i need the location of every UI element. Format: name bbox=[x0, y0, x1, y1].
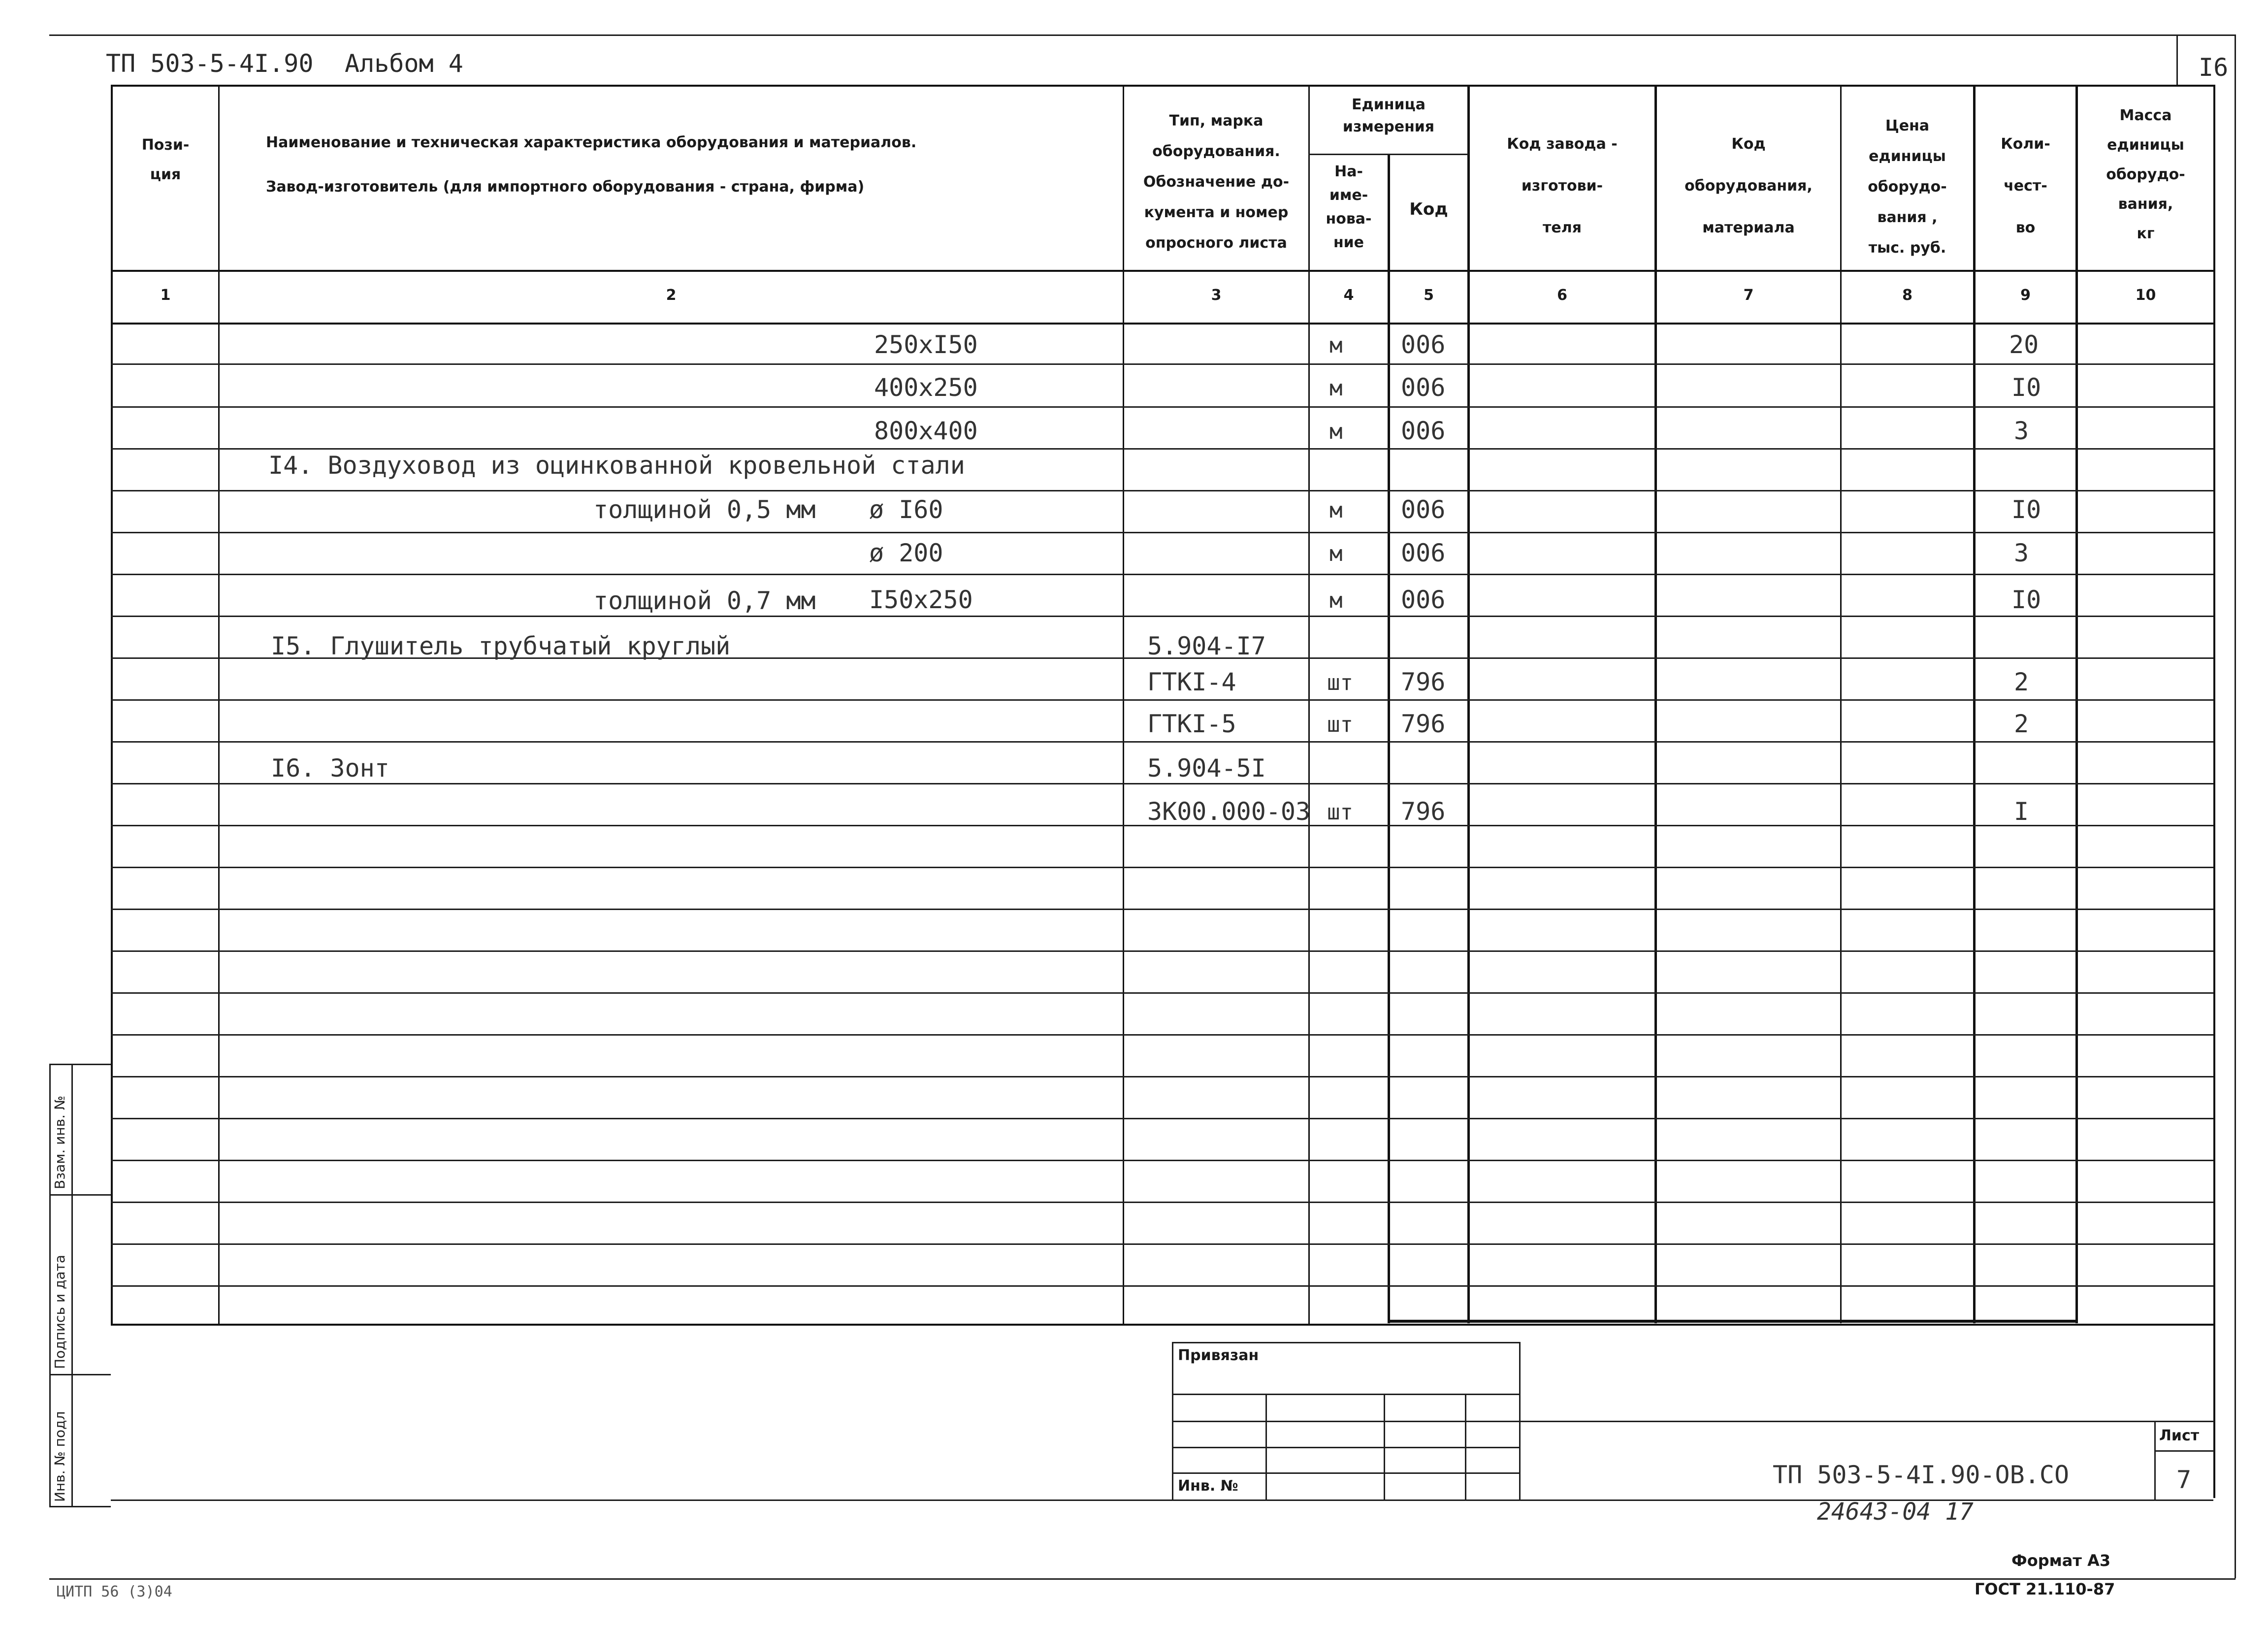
row-code: 006 bbox=[1401, 330, 1446, 359]
col9-header: Коли- чест- во bbox=[2001, 135, 2050, 236]
side-stamp-sign-date: Подпись и дата bbox=[52, 1255, 68, 1369]
col5-header: Код bbox=[1409, 199, 1448, 219]
col-number: 2 bbox=[666, 287, 677, 304]
stamp-box-col bbox=[1465, 1394, 1466, 1499]
row-code: 006 bbox=[1401, 586, 1446, 614]
row-line bbox=[111, 1034, 2213, 1036]
row-unit: шт bbox=[1327, 670, 1353, 695]
row-name: I4. Воздуховод из оцинкованной кровельной стали bbox=[268, 451, 965, 480]
row-unit: м bbox=[1329, 333, 1343, 358]
row-name: I6. Зонт bbox=[271, 754, 389, 782]
row-name: 400х250 bbox=[874, 373, 978, 402]
row-qty: 2 bbox=[2014, 710, 2029, 738]
row-qty: 3 bbox=[2014, 417, 2029, 445]
row-type: ГТКI-5 bbox=[1147, 710, 1236, 738]
row-type: 5.904-I7 bbox=[1147, 632, 1266, 660]
row-type: ГТКI-4 bbox=[1147, 668, 1236, 696]
row-name: толщиной 0,5 мм bbox=[593, 495, 816, 524]
row-line bbox=[111, 1202, 2213, 1203]
sheet-label: Лист bbox=[2159, 1427, 2200, 1444]
row-code: 006 bbox=[1401, 373, 1446, 402]
row-name: 800х400 bbox=[874, 417, 978, 445]
table-top-line bbox=[111, 85, 2213, 87]
sheet-number: 7 bbox=[2176, 1466, 2192, 1494]
row-line bbox=[111, 783, 2213, 784]
page-number: I6 bbox=[2199, 53, 2229, 82]
side-stamp-line bbox=[49, 1194, 111, 1196]
side-stamp-inner-line bbox=[71, 1064, 73, 1507]
col-number: 9 bbox=[2020, 287, 2031, 304]
side-stamp-line bbox=[49, 1506, 111, 1507]
side-stamp-line bbox=[49, 1064, 111, 1065]
col10-header: Масса единицы оборудо- вания, кг bbox=[2106, 107, 2185, 242]
row-code: 796 bbox=[1401, 710, 1446, 738]
sheet-box-line bbox=[2154, 1450, 2214, 1452]
handwritten-number: 24643-04 17 bbox=[1817, 1498, 1974, 1526]
unit-group-header: Единица измерения bbox=[1342, 96, 1435, 135]
col-number: 5 bbox=[1424, 287, 1434, 304]
gost-label: ГОСТ 21.110-87 bbox=[1975, 1580, 2115, 1598]
row-code: 006 bbox=[1401, 495, 1446, 524]
header-code: ТП 503-5-4I.90 bbox=[106, 49, 314, 78]
stamp-inv-label: Инв. № bbox=[1178, 1477, 1238, 1495]
row-line bbox=[111, 1285, 2213, 1287]
col8-header: Цена единицы оборудо- вания , тыс. руб. bbox=[1868, 117, 1947, 257]
stamp-box-line bbox=[1172, 1421, 1521, 1422]
thick-bottom-line bbox=[1388, 1320, 2077, 1323]
col-divider-4 bbox=[1388, 155, 1390, 1323]
row-unit: м bbox=[1329, 588, 1343, 613]
col-number: 10 bbox=[2135, 287, 2156, 304]
side-stamp-outer-line bbox=[49, 1064, 51, 1507]
row-code: 796 bbox=[1401, 668, 1446, 696]
col7-header: Код оборудования, материала bbox=[1685, 135, 1813, 236]
row-type: ЗК00.000-03 bbox=[1147, 797, 1311, 826]
row-line bbox=[111, 363, 2213, 365]
row-type: 5.904-5I bbox=[1147, 754, 1266, 782]
frame-right-line bbox=[2235, 34, 2236, 1578]
row-unit: шт bbox=[1327, 712, 1353, 737]
row-line bbox=[111, 1076, 2213, 1077]
row-qty: 2 bbox=[2014, 668, 2029, 696]
row-unit: м bbox=[1329, 541, 1343, 566]
table-right-line bbox=[2213, 85, 2215, 1498]
col-number: 3 bbox=[1211, 287, 1222, 304]
page-number-box-line bbox=[2176, 35, 2178, 85]
col-number: 7 bbox=[1743, 287, 1754, 304]
row-code: 006 bbox=[1401, 417, 1446, 445]
row-code: 796 bbox=[1401, 797, 1446, 826]
row-line bbox=[111, 1118, 2213, 1119]
row-qty: 3 bbox=[2014, 539, 2029, 567]
row-line bbox=[111, 1160, 2213, 1161]
row-name-secondary: I50х250 bbox=[869, 586, 973, 614]
row-qty: 20 bbox=[2009, 330, 2039, 359]
row-qty: I bbox=[2014, 797, 2029, 826]
col3-header: Тип, марка оборудования. Обозначение до- кумента и номер опросного листа bbox=[1143, 112, 1290, 252]
stamp-box-col bbox=[1384, 1394, 1385, 1499]
stamp-top-right-line bbox=[1519, 1421, 2214, 1422]
stamp-box-line bbox=[1172, 1472, 1521, 1474]
row-line bbox=[111, 448, 2213, 450]
stamp-box-col bbox=[1265, 1394, 1267, 1499]
row-name: I5. Глушитель трубчатый круглый bbox=[271, 632, 731, 660]
row-line bbox=[111, 741, 2213, 743]
row-unit: шт bbox=[1327, 800, 1353, 825]
col-number: 4 bbox=[1343, 287, 1354, 304]
col-number: 6 bbox=[1557, 287, 1567, 304]
row-qty: I0 bbox=[2011, 495, 2041, 524]
row-line bbox=[111, 490, 2213, 491]
frame-bottom-line bbox=[49, 1578, 2236, 1580]
row-name-secondary: ø I60 bbox=[869, 495, 943, 524]
row-name: толщиной 0,7 мм bbox=[593, 586, 816, 615]
row-line bbox=[111, 992, 2213, 994]
row-line bbox=[111, 616, 2213, 617]
row-line bbox=[111, 1243, 2213, 1245]
col2-header: Наименование и техническая характеристика оборудования и материалов. Завод-изготовитель (для импортного оборудования - страна, фирма) bbox=[266, 134, 917, 195]
stamp-box-line bbox=[1172, 1447, 1521, 1448]
col-numbers-bottom-line bbox=[111, 323, 2213, 325]
row-qty: I0 bbox=[2011, 586, 2041, 614]
table-bottom-line bbox=[111, 1324, 2213, 1326]
col4-header: На- име- нова- ние bbox=[1326, 163, 1372, 251]
row-name: 250хI50 bbox=[874, 330, 978, 359]
row-unit: м bbox=[1329, 376, 1343, 401]
row-name: ø 200 bbox=[869, 539, 943, 567]
row-line bbox=[111, 532, 2213, 533]
col1-header: Пози- ция bbox=[141, 136, 190, 183]
row-line bbox=[111, 406, 2213, 408]
footer-left-code: ЦИТП 56 (3)04 bbox=[57, 1583, 172, 1600]
doc-code: ТП 503-5-4I.90-ОВ.СО bbox=[1773, 1461, 2070, 1489]
side-stamp-line bbox=[49, 1374, 111, 1375]
stamp-box-top bbox=[1172, 1342, 1521, 1343]
col-number: 1 bbox=[160, 287, 171, 304]
row-line bbox=[111, 867, 2213, 868]
stamp-attached-label: Привязан bbox=[1178, 1347, 1259, 1364]
col6-header: Код завода - изготови- теля bbox=[1507, 135, 1618, 236]
stamp-box-line bbox=[1172, 1394, 1521, 1395]
side-stamp-replaces: Взам. инв. № bbox=[52, 1095, 68, 1189]
sheet-box-left bbox=[2154, 1421, 2156, 1499]
frame-top-line bbox=[49, 34, 2236, 36]
format-label: Формат А3 bbox=[2011, 1551, 2111, 1570]
row-unit: м bbox=[1329, 419, 1343, 444]
header-bottom-line bbox=[111, 270, 2213, 272]
header-album: Альбом 4 bbox=[345, 49, 463, 78]
row-line bbox=[111, 574, 2213, 575]
col-number: 8 bbox=[1902, 287, 1912, 304]
row-unit: м bbox=[1329, 498, 1343, 523]
row-line bbox=[111, 699, 2213, 701]
unit-group-line bbox=[1308, 154, 1468, 155]
row-qty: I0 bbox=[2011, 373, 2041, 402]
side-stamp-inv-orig: Инв. № подл bbox=[52, 1411, 68, 1502]
row-line bbox=[111, 909, 2213, 910]
row-code: 006 bbox=[1401, 539, 1446, 567]
row-line bbox=[111, 950, 2213, 952]
